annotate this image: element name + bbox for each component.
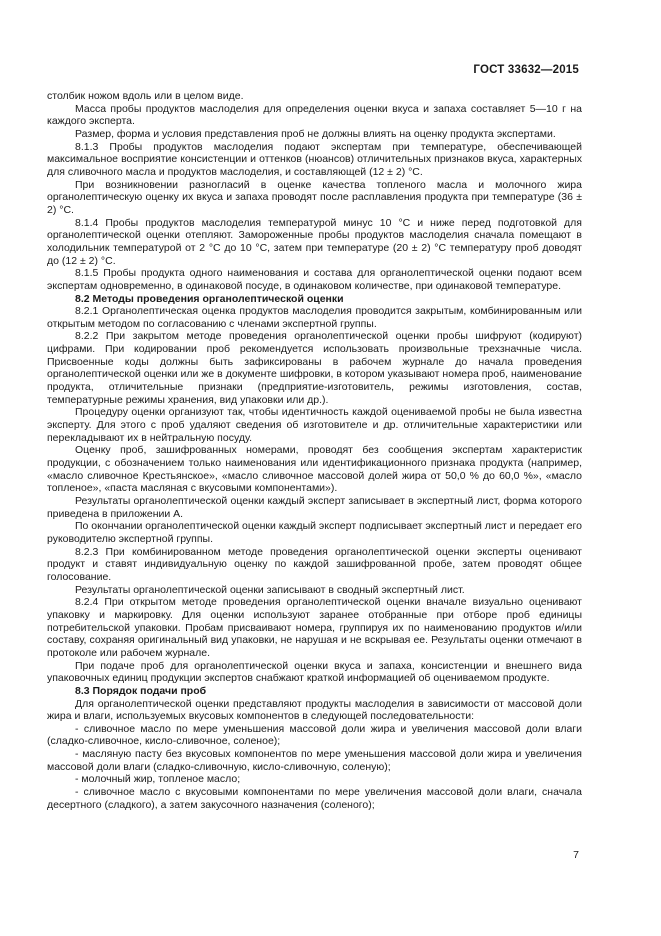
document-body bbox=[47, 90, 582, 811]
list-item: - сливочное масло с вкусовыми компонентами по мере увеличения массовой доли влаги, сначала десертного (сладкого), а затем закусочного назначения (соленого); bbox=[47, 786, 582, 811]
paragraph: При возникновении разногласий в оценке качества топленого масла и молочного жира органолептическую оценку их вкуса и запаха проводят после расплавления продукта при температуре (36 ± 2) °С. bbox=[47, 178, 582, 216]
paragraph: 8.1.3 Пробы продуктов маслоделия подают экспертам при температуре, обеспечивающей максимальное восприятие консистенции и оттенков (нюансов) отличительных признаков вкуса, характерных для сливочного масла и продуктов маслоделия, и составляющей (12 ± 2) °С. bbox=[47, 140, 582, 178]
paragraph: Оценку проб, зашифрованных номерами, проводят без сообщения экспертам характеристик продукции, с обозначением только наименования или идентификационного признака продукта (например, «масло сливочное Крестьянское», «масло сливочное массовой долей жира от 50,0 % до 60,0 %», «масло топленое», «паста масляная с вкусовыми компонентами»). bbox=[47, 444, 582, 495]
paragraph: По окончании органолептической оценки каждый эксперт подписывает экспертный лист и передает его руководителю экспертной группы. bbox=[47, 520, 582, 545]
paragraph: Результаты органолептической оценки записывают в сводный экспертный лист. bbox=[75, 583, 465, 596]
section-heading: 8.2 Методы проведения органолептической оценки bbox=[75, 292, 344, 305]
paragraph: 8.2.4 При открытом методе проведения органолептической оценки вначале визуально оценивают упаковку и маркировку. Для оценки используют заранее отобранные при отборе проб единицы потребительской упаковки. Пробам присваивают номера, группируя их по наименованию продуктов и/или составу, сохраняя оригинальный вид упаковки, не нарушая и не вскрывая ее. Результаты оценки отмечают в протоколе или рабочем журнале. bbox=[47, 596, 582, 659]
paragraph: Результаты органолептической оценки каждый эксперт записывает в экспертный лист, форма которого приведена в приложении А. bbox=[47, 495, 582, 520]
section-heading: 8.3 Порядок подачи проб bbox=[75, 684, 207, 697]
list-item: - сливочное масло по мере уменьшения массовой доли жира и увеличения массовой доли влаги (сладко-сливочное, кисло-сливочное, соленое); bbox=[47, 722, 582, 748]
list-item: - масляную пасту без вкусовых компонентов по мере уменьшения массовой доли жира и увеличения массовой доли влаги (сладко-сливочную, кисло-сливочную, соленую); bbox=[47, 748, 582, 773]
paragraph: Масса пробы продуктов маслоделия для определения оценки вкуса и запаха составляет 5—10 г на каждого эксперта. bbox=[47, 102, 582, 128]
paragraph: 8.1.4 Пробы продуктов маслоделия температурой минус 10 °С и ниже перед подготовкой для органолептической оценки отепляют. Замороженные пробы продуктов маслоделия сначала помещают в холодильник температурой от 2 °С до 10 °С, затем при температуре (20 ± 2) °С температуру проб доводят до (12 ± 2) °С. bbox=[47, 216, 582, 267]
paragraph: 8.1.5 Пробы продукта одного наименования и состава для органолептической оценки подают всем экспертам одновременно, в одинаковой посуде, в одинаковом количестве, при одинаковой температуре. bbox=[47, 267, 582, 292]
standard-title: ГОСТ 33632—2015 bbox=[473, 64, 579, 76]
paragraph: 8.2.2 При закрытом методе проведения органолептической оценки пробы шифруют (кодируют) цифрами. При кодировании проб рекомендуется использовать произвольные трехзначные числа. Присвоенные коды должны быть зафиксированы в рабочем журнале до начала проведения органолептической оценки или же в документе шифровки, в котором указывают номера проб, наименование продукта, отличительные признаки (предприятие-изготовитель, режимы изготовления, состав, температурные режимы хранения, вид упаковки или др.). bbox=[47, 330, 582, 406]
paragraph: Для органолептической оценки представляют продукты маслоделия в зависимости от массовой доли жира и влаги, используемых вкусовых компонентов в следующей последовательности: bbox=[47, 697, 582, 723]
paragraph: 8.2.3 При комбинированном методе проведения органолептической оценки эксперты оценивают продукт и ставят индивидуальную оценку по каждой зашифрованной пробе, затем проводят общее голосование. bbox=[47, 545, 582, 583]
page-number: 7 bbox=[573, 849, 579, 861]
paragraph: При подаче проб для органолептической оценки вкуса и запаха, консистенции и внешнего вида упаковочных единиц продукции экспертов снабжают краткой информацией об оцениваемом продукте. bbox=[47, 659, 582, 685]
paragraph: 8.2.1 Органолептическая оценка продуктов маслоделия проводится закрытым, комбинированным или открытым методом по согласованию с членами экспертной группы. bbox=[47, 305, 582, 330]
paragraph: Процедуру оценки организуют так, чтобы идентичность каждой оцениваемой пробы не была известна эксперту. Для этого с проб удаляют сведения об изготовителе и др. отличительные характеристики или перекладывают их в нейтральную посуду. bbox=[47, 406, 582, 444]
list-item: - молочный жир, топленое масло; bbox=[75, 773, 241, 786]
paragraph: Размер, форма и условия представления проб не должны влиять на оценку продукта экспертами. bbox=[75, 127, 556, 140]
paragraph: столбик ножом вдоль или в целом виде. bbox=[47, 90, 244, 102]
